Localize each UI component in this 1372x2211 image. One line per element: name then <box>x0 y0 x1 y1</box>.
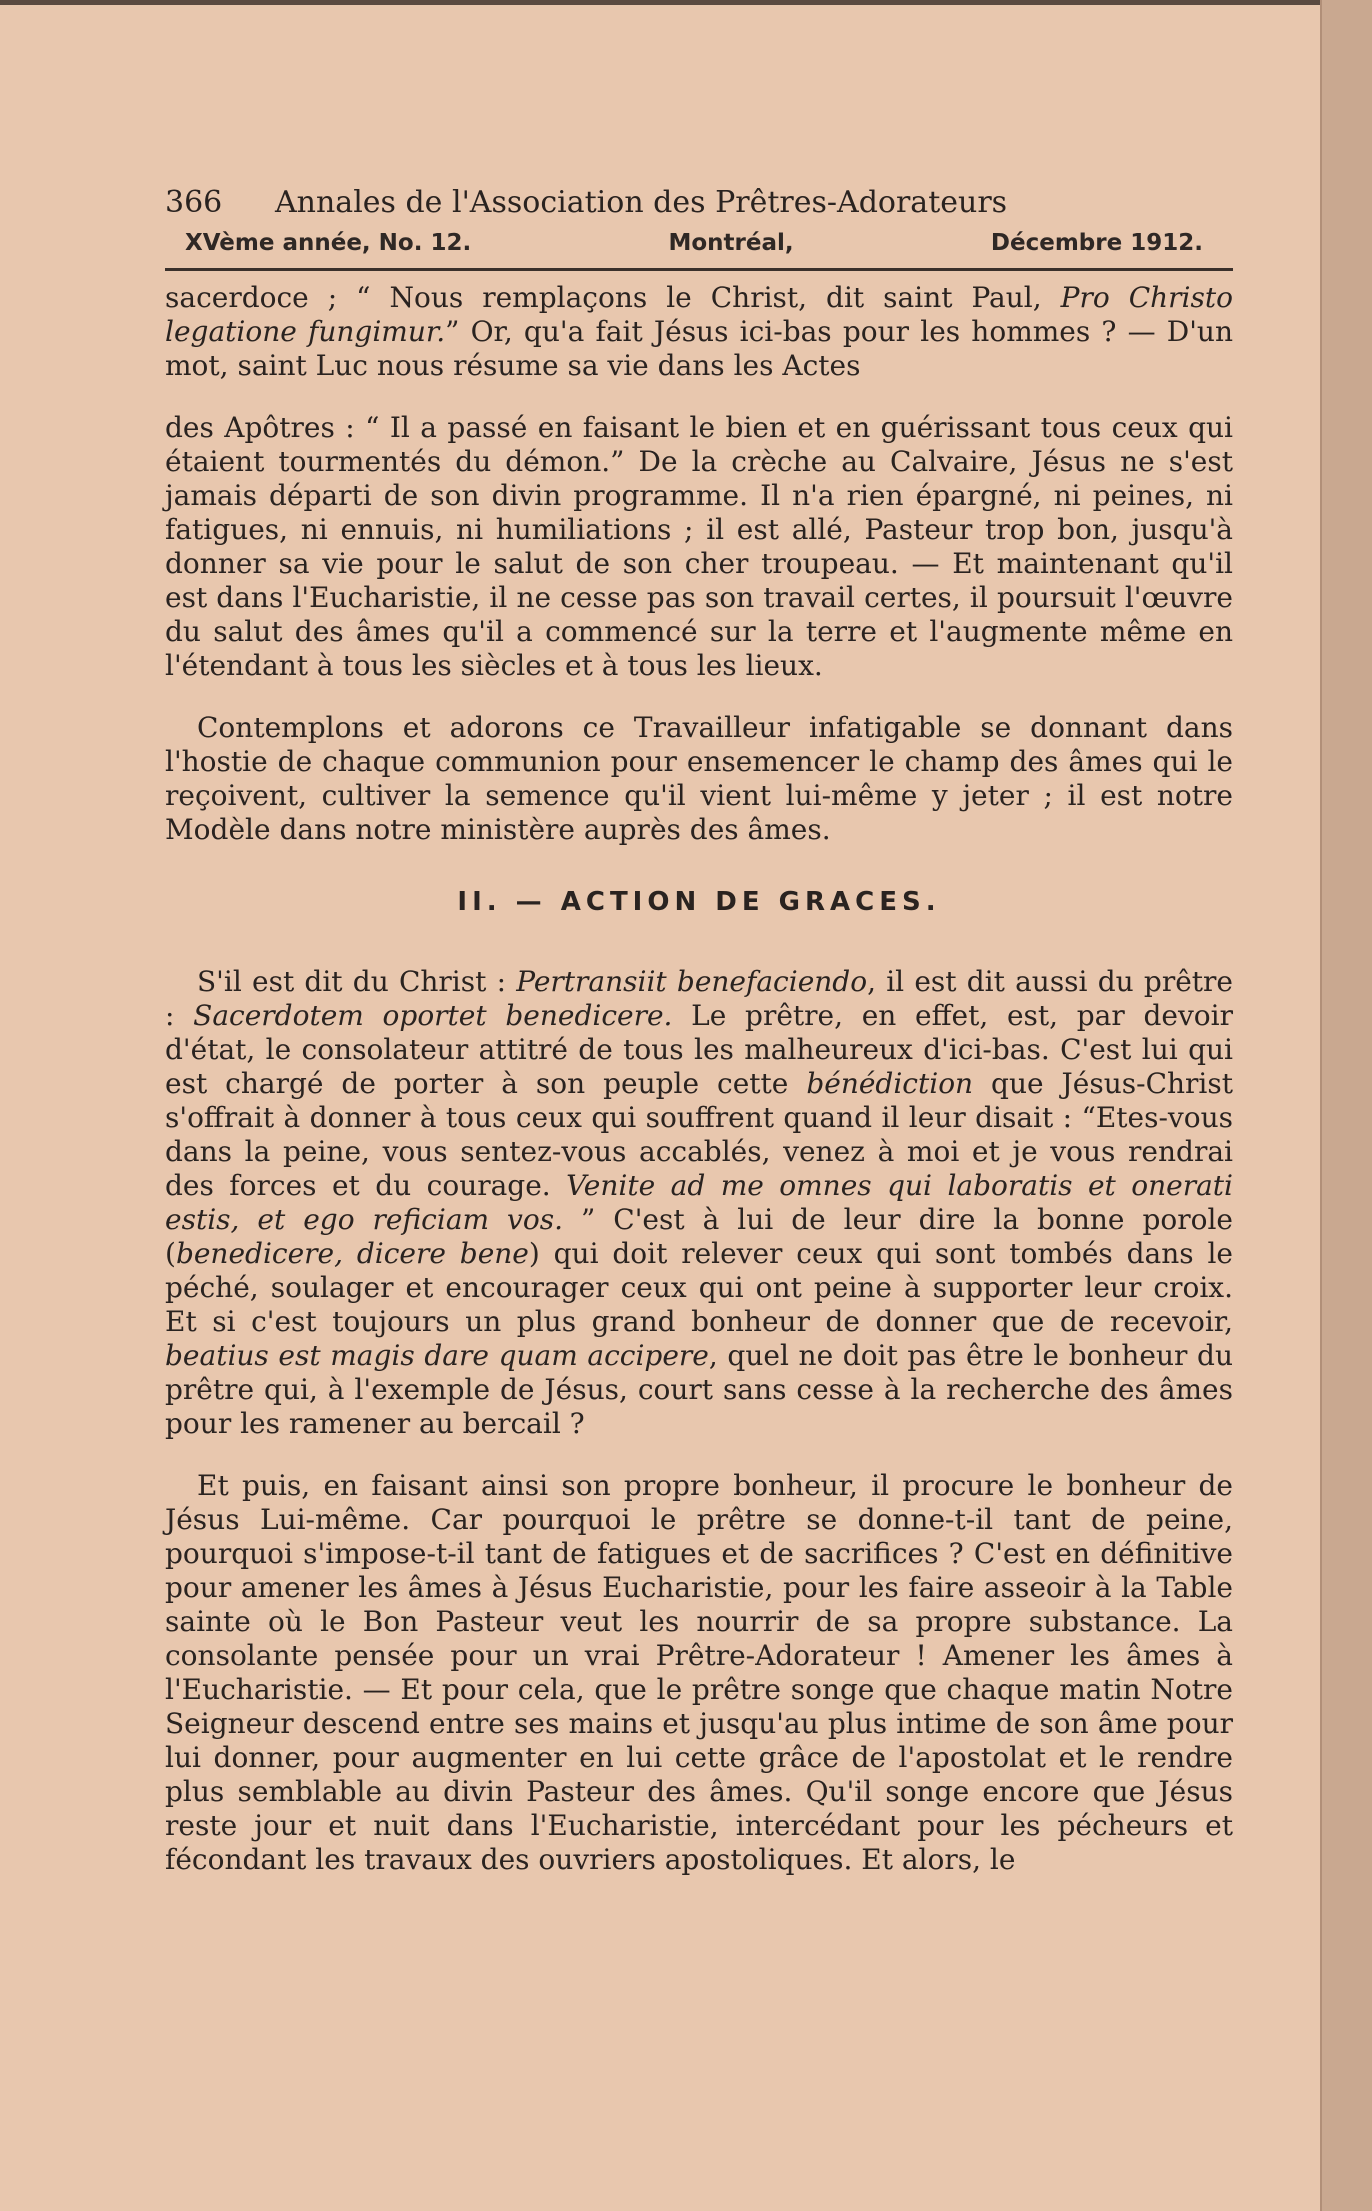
latin-quote: beatius est magis dare quam accipere <box>165 1339 709 1372</box>
latin-quote: Pertransiit benefaciendo <box>516 965 868 998</box>
text-run: , il est dit aussi du prêtre : <box>165 965 1233 1032</box>
paragraph-2: des Apôtres : “ Il a passé en faisant le bien et en guérissant tous ceux qui étaient tourmentés du démon.” De la crèche au Calvaire, Jésus ne s'est jamais départi de son divin programme. Il n'a rien épargné, ni peines, ni fatigues, ni ennuis, ni humiliations ; il est allé, Pasteur trop bon, jusqu'à donner sa vie pour le salut de son cher troupeau. — Et maintenant qu'il est dans l'Eucharistie, il ne cesse pas son travail certes, il poursuit l'œuvre du salut des âmes qu'il a commencé sur la terre et l'augmente même en l'étendant à tous les siècles et à tous les lieux. <box>165 411 1233 682</box>
page-number: 366 <box>165 185 223 220</box>
issue-date: Décembre 1912. <box>990 230 1203 256</box>
text-run: , quel ne doit pas être le bonheur du prêtre qui, à l'exemple de Jésus, court sans cesse à la recherche des âmes pour les ramener au bercail ? <box>165 1339 1234 1440</box>
latin-quote: benedicere, dicere bene <box>175 1237 529 1270</box>
city: Montréal, <box>668 230 794 256</box>
running-header <box>165 180 1233 226</box>
paragraph-3: Contemplons et adorons ce Travailleur infatigable se donnant dans l'hostie de chaque communion pour ensemencer le champ des âmes qui le reçoivent, cultiver la semence qu'il vient lui-même y jeter ; il est notre Modèle dans notre ministère auprès des âmes. <box>165 711 1233 846</box>
text-run: S'il est dit du Christ : <box>197 965 517 998</box>
latin-quote: Venite ad me omnes qui laboratis et onerati estis, et ego reficiam vos. <box>165 1169 1233 1236</box>
text-run: ) qui doit relever ceux qui sont tombés dans le péché, soulager et encourager ceux qui ont peine à supporter leur croix. Et si c'est toujours un plus grand bonheur de donner que de recevoir, <box>165 1237 1233 1338</box>
page-edge <box>1322 0 1372 2211</box>
spacer <box>165 1441 1233 1469</box>
text-run: ” Or, qu'a fait Jésus ici-bas pour les hommes ? — D'un mot, saint Luc nous résume sa vie dans les Actes <box>165 315 1233 382</box>
text-run: que Jésus-Christ s'offrait à donner à tous ceux qui souffrent quand il leur disait : “Etes-vous dans la peine, vous sentez-vous accablés, venez à moi et je vous rendrai des forces et du courage. <box>165 1067 1233 1202</box>
header-rule <box>165 268 1233 271</box>
paragraph-1 <box>165 281 1233 383</box>
journal-title: Annales de l'Association des Prêtres-Adorateurs <box>275 185 1008 220</box>
section-heading: II. — ACTION DE GRACES. <box>457 887 941 917</box>
spacer <box>165 383 1233 411</box>
top-border <box>0 0 1372 5</box>
text-run: sacerdoce ; “ Nous remplaçons le Christ, dit saint Paul, <box>165 281 1061 314</box>
paragraph-4 <box>165 965 1233 1441</box>
spacer <box>165 683 1233 711</box>
issue-line <box>165 226 1233 260</box>
latin-quote: Sacerdotem oportet benedicere. <box>193 999 673 1032</box>
text-run: ” C'est à lui de leur dire la bonne porole ( <box>165 1203 1234 1270</box>
latin-quote: Pro Christo legatione fungimur. <box>165 281 1233 348</box>
paragraph-5: Et puis, en faisant ainsi son propre bonheur, il procure le bonheur de Jésus Lui-même. Car pourquoi le prêtre se donne-t-il tant de peine, pourquoi s'impose-t-il tant de fatigues et de sacrifices ? C'est en définitive pour amener les âmes à Jésus Eucharistie, pour les faire asseoir à la Table sainte où le Bon Pasteur veut les nourrir de sa propre substance. La consolante pensée pour un vrai Prêtre-Adorateur ! Amener les âmes à l'Eucharistie. — Et pour cela, que le prêtre songe que chaque matin Notre Seigneur descend entre ses mains et jusqu'au plus intime de son âme pour lui donner, pour augmenter en lui cette grâce de l'apostolat et le rendre plus semblable au divin Pasteur des âmes. Qu'il songe encore que Jésus reste jour et nuit dans l'Eucharistie, intercédant pour les pécheurs et fécondant les travaux des ouvriers apostoliques. Et alors, le <box>165 1469 1233 1876</box>
document-page <box>165 180 1233 1877</box>
text-run: Le prêtre, en effet, est, par devoir d'état, le consolateur attitré de tous les malheureux d'ici-bas. C'est lui qui est chargé de porter à son peuple cette <box>165 999 1233 1100</box>
emphasis: bénédiction <box>806 1067 974 1100</box>
volume-issue: XVème année, No. 12. <box>185 230 472 256</box>
